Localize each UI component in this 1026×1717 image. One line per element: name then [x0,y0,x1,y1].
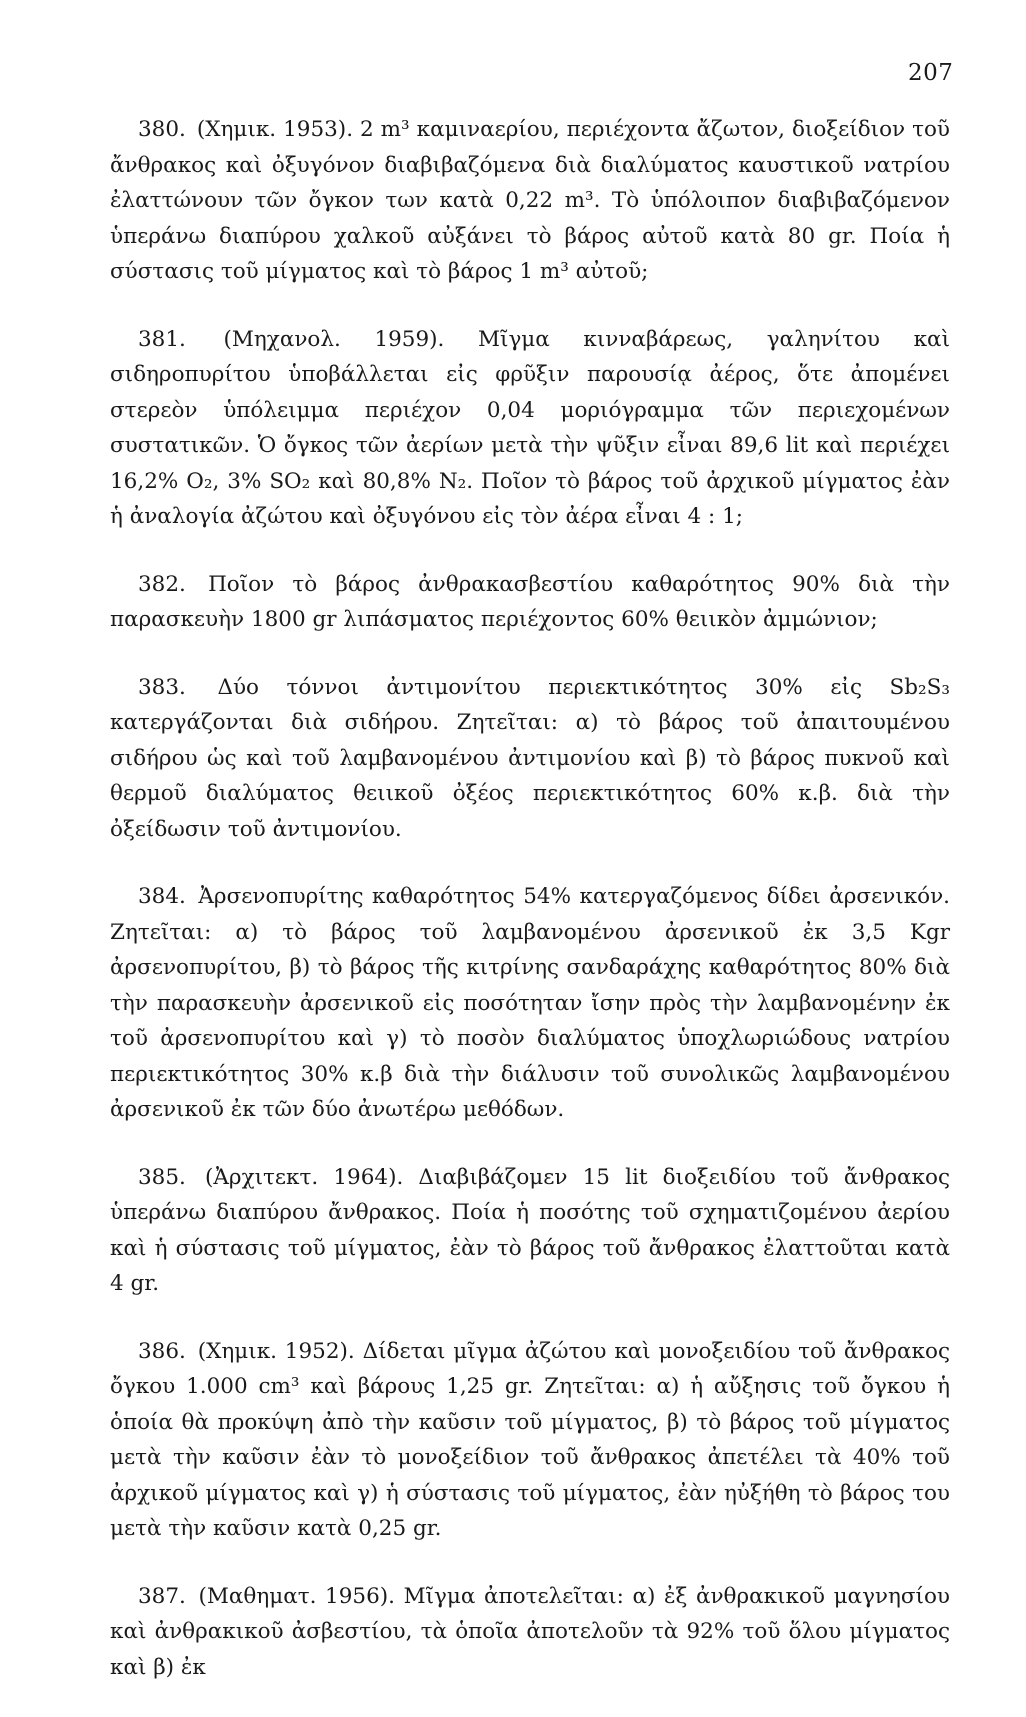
problem-number: 384. [138,884,186,909]
problem-384 [110,879,950,1128]
problem-text: Δύο τόννοι ἀντιμονίτου περιεκτικότητος 30% εἰς Sb₂S₃ κατεργάζονται διὰ σιδήρου. Ζητεῖται: α) τὸ βάρος τοῦ ἀπαιτουμένου σιδήρου ὡς καὶ τοῦ λαμβανομένου ἀντιμονίου καὶ β) τὸ βάρος πυκνοῦ καὶ θερμοῦ διαλύματος θειικοῦ ὀξέος περιεκτικότητος 60% κ.β. διὰ τὴν ὀξείδωσιν τοῦ ἀντιμονίου. [110,674,950,842]
problem-383 [110,670,950,848]
page-number: 207 [908,60,954,86]
problem-text: Ποῖον τὸ βάρος ἀνθρακασβεστίου καθαρότητος 90% διὰ τὴν παρασκευὴν 1800 gr λιπάσματος περιέχοντος 60% θειικὸν ἀμμώνιον; [110,571,950,632]
problem-number: 380. [138,117,186,142]
problem-list [110,112,950,1717]
problem-number: 387. [138,1583,186,1609]
problem-381 [110,322,950,535]
problem-number: 385. [138,1164,186,1190]
problem-380 [110,112,950,290]
problem-382 [110,567,950,638]
problem-number: 386. [138,1338,186,1364]
problem-number: 383. [138,674,186,700]
problem-number: 382. [138,571,186,597]
problem-text: (Ἀρχιτεκτ. 1964). Διαβιβάζομεν 15 lit διοξειδίου τοῦ ἄνθρακος ὑπεράνω διαπύρου ἄνθρακος. Ποία ἡ ποσότης τοῦ σχηματιζομένου ἀερίου καὶ ἡ σύστασις τοῦ μίγματος, ἐὰν τὸ βάρος τοῦ ἄνθρακος ἐλαττοῦται κατὰ 4 gr. [110,1164,950,1296]
problem-text: (Μαθηματ. 1956). Μῖγμα ἀποτελεῖται: α) ἐξ ἀνθρακικοῦ μαγνησίου καὶ ἀνθρακικοῦ ἀσβεστίου, τὰ ὁποῖα ἀποτελοῦν τὰ 92% τοῦ ὅλου μίγματος καὶ β) ἐκ [110,1583,950,1680]
problem-text: (Μηχανολ. 1959). Μῖγμα κινναβάρεως, γαληνίτου καὶ σιδηροπυρίτου ὑποβάλλεται εἰς φρῦξιν παρουσίᾳ ἀέρος, ὅτε ἀπομένει στερεὸν ὑπόλειμμα περιέχον 0,04 μοριόγραμμα τῶν περιεχομένων συστατικῶν. Ὁ ὄγκος τῶν ἀερίων μετὰ τὴν ψῦξιν εἶναι 89,6 lit καὶ περιέχει 16,2% O₂, 3% SO₂ καὶ 80,8% N₂. Ποῖον τὸ βάρος τοῦ ἀρχικοῦ μίγματος ἐὰν ἡ ἀναλογία ἀζώτου καὶ ὀξυγόνου εἰς τὸν ἀέρα εἶναι 4 : 1; [110,326,951,529]
problem-387 [110,1579,950,1686]
problem-text: Ἀρσενοπυρίτης καθαρότητος 54% κατεργαζόμενος δίδει ἀρσενικόν. Ζητεῖται: α) τὸ βάρος τοῦ λαμβανομένου ἀρσενικοῦ ἐκ 3,5 Kgr ἀρσενοπυρίτου, β) τὸ βάρος τῆς κιτρίνης σανδαράχης καθαρότητος 80% διὰ τὴν παρασκευὴν ἀρσενικοῦ εἰς ποσότηταν ἴσην πρὸς τὴν λαμβανομένην ἐκ τοῦ ἀρσενοπυρίτου καὶ γ) τὸ ποσὸν διαλύματος ὑποχλωριώδους νατρίου περιεκτικότητος 30% κ.β διὰ τὴν διάλυσιν τοῦ συνολικῶς λαμβανομένου ἀρσενικοῦ ἐκ τῶν δύο ἀνωτέρω μεθόδων. [110,884,950,1122]
problem-386 [110,1334,950,1547]
problem-385 [110,1160,950,1302]
problem-text: (Χημικ. 1952). Δίδεται μῖγμα ἀζώτου καὶ μονοξειδίου τοῦ ἄνθρακος ὄγκου 1.000 cm³ καὶ βάρους 1,25 gr. Ζητεῖται: α) ἡ αὔξησις τοῦ ὄγκου ἡ ὁποία θὰ προκύψη ἀπὸ τὴν καῦσιν τοῦ μίγματος, β) τὸ βάρος τοῦ μίγματος μετὰ τὴν καῦσιν ἐὰν τὸ μονοξείδιον τοῦ ἄνθρακος ἀπετέλει τὰ 40% τοῦ ἀρχικοῦ μίγματος καὶ γ) ἡ σύστασις τοῦ μίγματος, ἐὰν ηὐξήθη τὸ βάρος του μετὰ τὴν καῦσιν κατὰ 0,25 gr. [110,1338,950,1541]
problem-number: 381. [138,326,186,352]
problem-text: (Χημικ. 1953). 2 m³ καμιναερίου, περιέχοντα ἄζωτον, διοξείδιον τοῦ ἄνθρακος καὶ ὀξυγόνον διαβιβαζόμενα διὰ διαλύματος καυστικοῦ νατρίου ἐλαττώνουν τῶν ὄγκον των κατὰ 0,22 m³. Τὸ ὑπόλοιπον διαβιβαζόμενον ὑπεράνω διαπύρου χαλκοῦ αὐξάνει τὸ βάρος αὐτοῦ κατὰ 80 gr. Ποία ἡ σύστασις τοῦ μίγματος καὶ τὸ βάρος 1 m³ αὐτοῦ; [110,117,950,284]
